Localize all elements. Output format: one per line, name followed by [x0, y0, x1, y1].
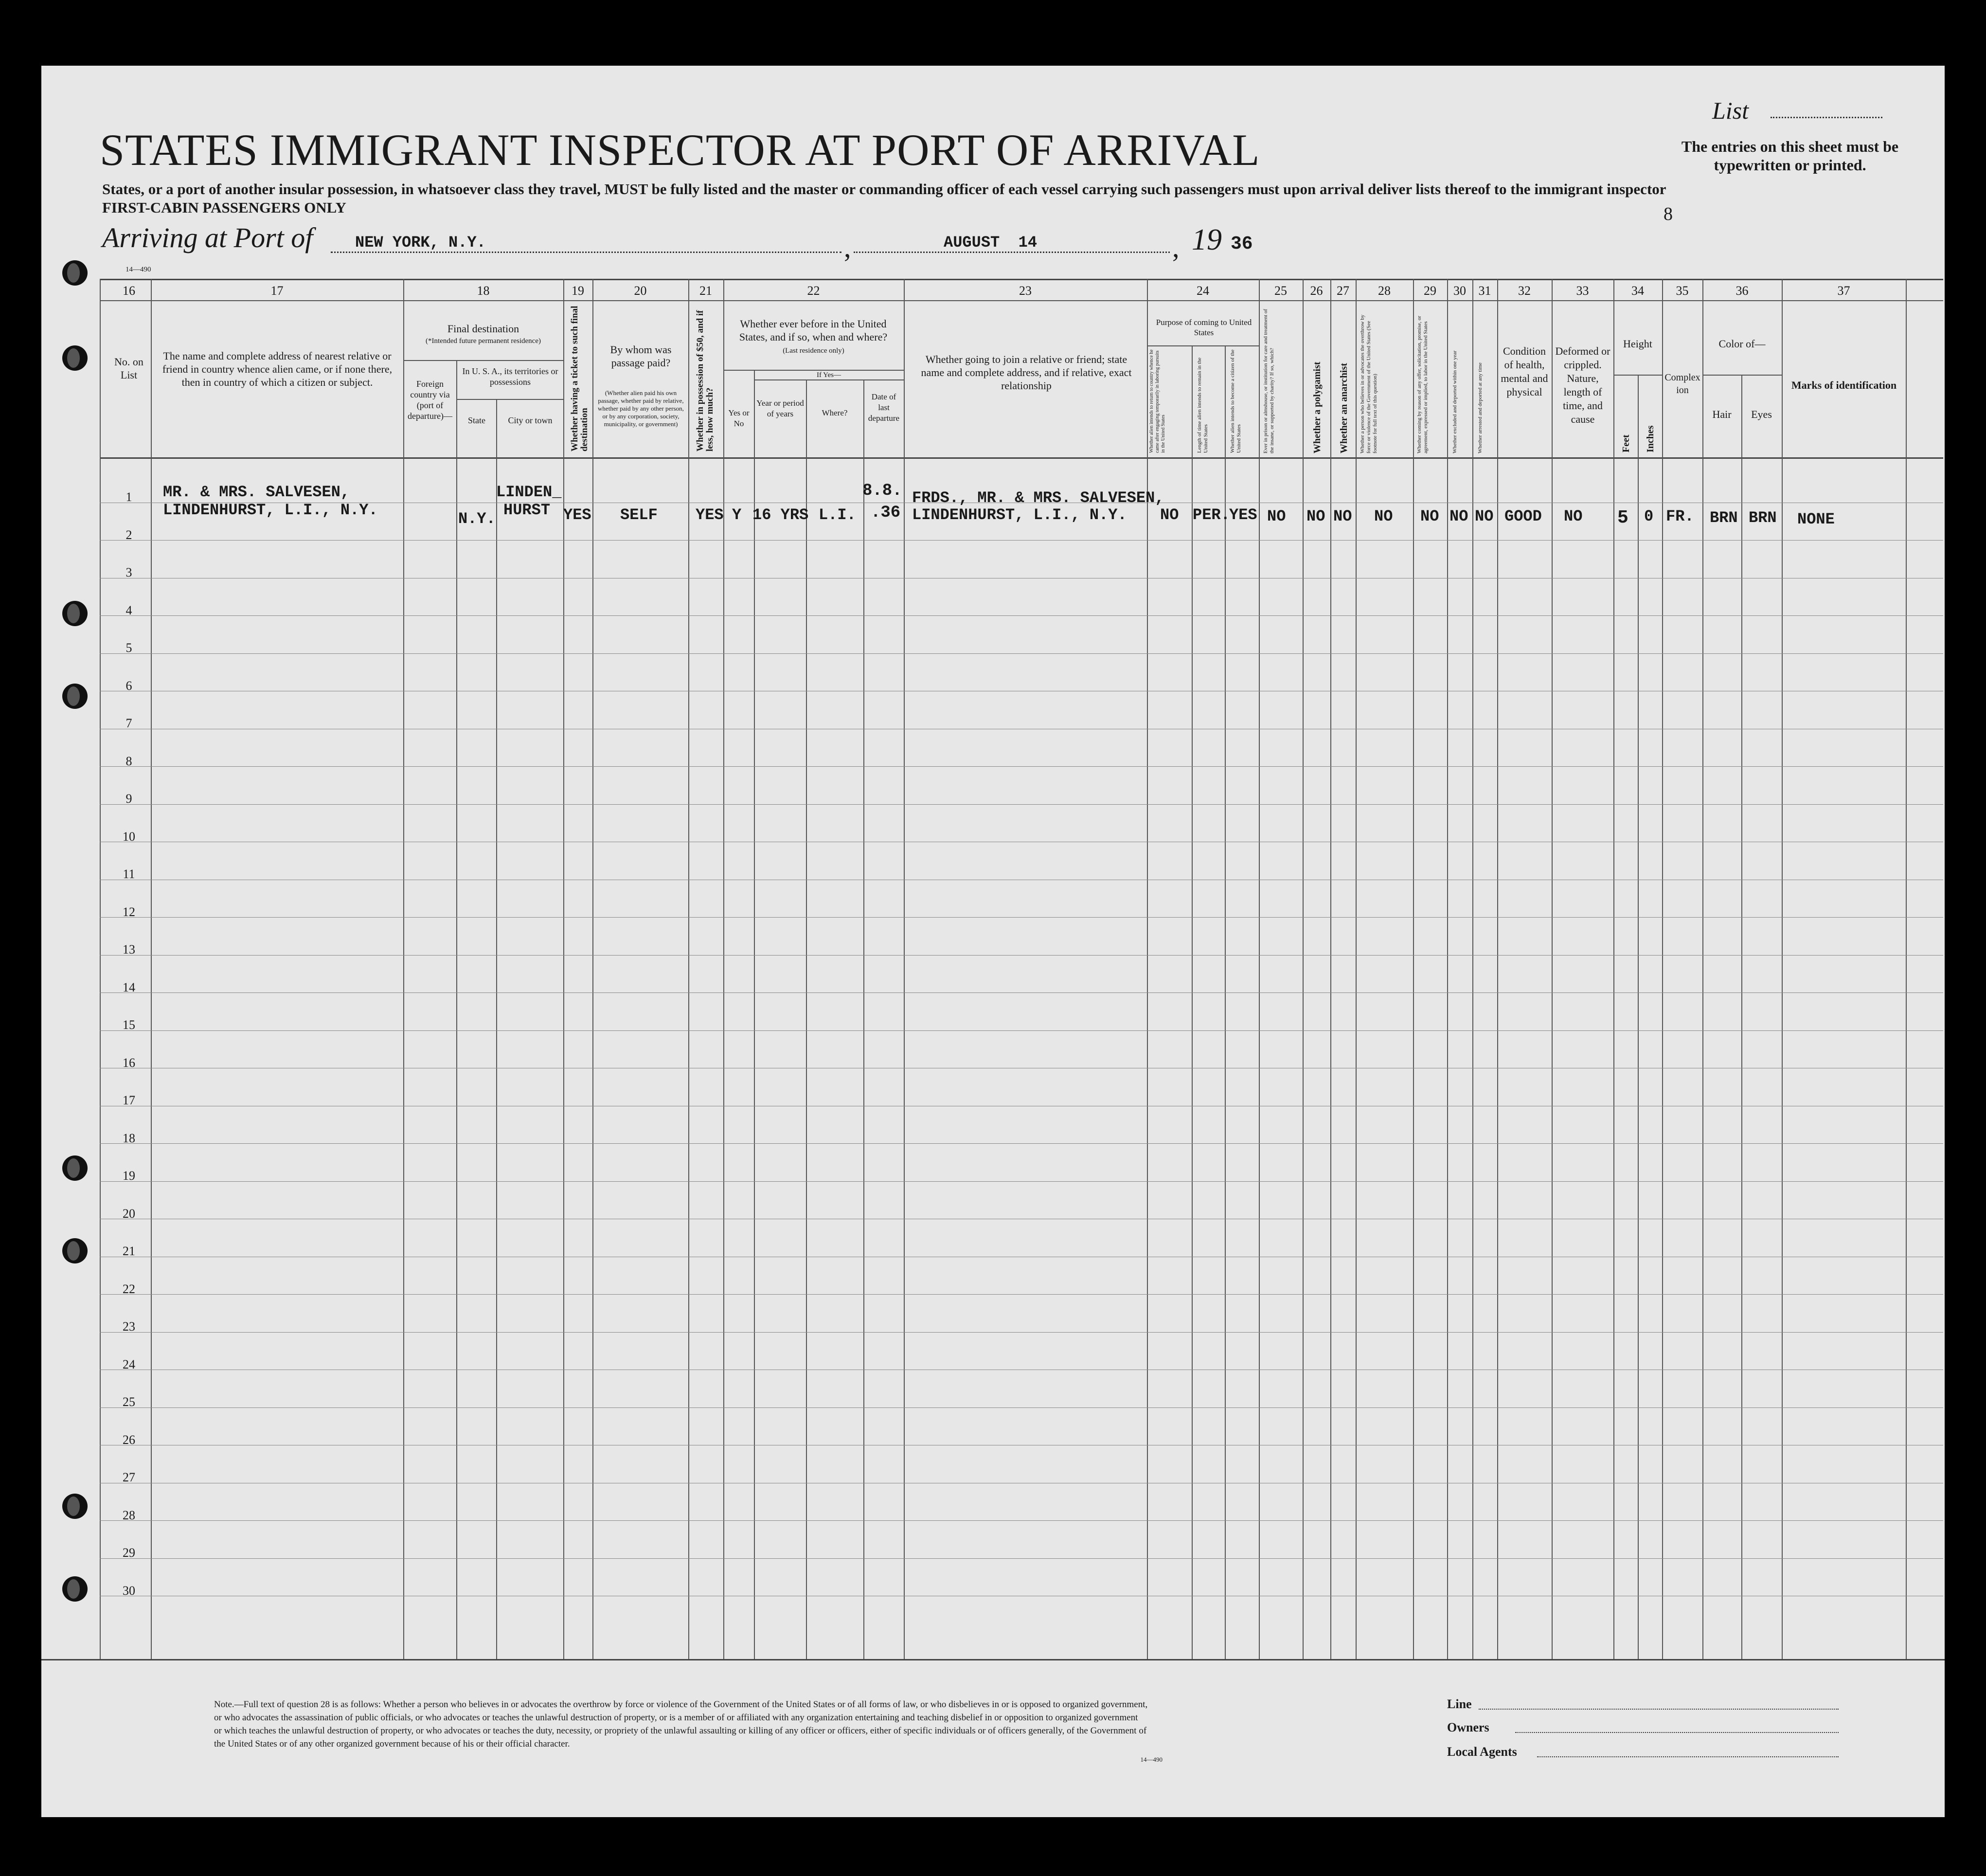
col-divider	[1662, 279, 1663, 1659]
header-relative-abroad: The name and complete address of nearest relative or friend in country whence alien came, or if none there, then in country of which a citizen or subject.	[162, 350, 393, 388]
row-rule	[100, 1181, 1943, 1182]
header-going-to-join: Whether going to join a relative or friend; state name and complete address, and if relative, exact relationship	[921, 353, 1132, 392]
col-divider	[1259, 279, 1260, 1659]
row-rule	[100, 992, 1943, 993]
row-rule	[100, 1558, 1943, 1559]
footnote-text: Note.—Full text of question 28 is as follows: Whether a person who believes in or advocates the overthrow by force or violence of the Government of the United States or of all forms of law, or who disbelieves in or is opposed to organized government, or who advocates the assassination of public officials, or who advocates or teaches the unlawful destruction of property, or is a member of or affiliated with any organization entertaining and teaching disbelief in or opposition to organized government or which teaches the unlawful destruction of property, or who advocates or teaches the duty, necessity, or propriety of the unlawful assaulting or killing of any officer or officers, either of specific individuals or of officers generally, of the Government of the United States or of any other organized government because of his or their official character.	[214, 1699, 1148, 1749]
col-divider	[1330, 279, 1331, 1659]
col-divider	[1225, 345, 1226, 1659]
col-divider	[1413, 279, 1414, 1659]
column-number-rule	[100, 300, 1943, 301]
entry-hair: BRN	[1710, 509, 1738, 527]
header-marks: Marks of identification	[1791, 379, 1897, 391]
header-condition: Condition of health, mental and physical	[1501, 345, 1548, 398]
column-number: 23	[1019, 284, 1032, 298]
row-number: 23	[123, 1319, 135, 1334]
header-by-whom-sub: (Whether alien paid his own passage, whether paid by relative, whether paid by any other person, or by any corporation, society, municipality, or government)	[598, 389, 684, 428]
column-number: 17	[270, 284, 284, 298]
punch-hole	[62, 1155, 88, 1181]
typewritten-note: The entries on this sheet must be typewritten or printed.	[1681, 138, 1899, 174]
table-bottom-rule	[41, 1659, 1945, 1660]
entry-city-line-1: LINDEN_	[496, 483, 562, 501]
notice-line-2: FIRST-CABIN PASSENGERS ONLY	[102, 199, 346, 216]
row-number: 10	[123, 830, 135, 844]
entry-relative-line-1: MR. & MRS. SALVESEN,	[163, 483, 350, 501]
line-label: Line	[1447, 1697, 1472, 1711]
row-number: 14	[123, 980, 135, 994]
punch-hole	[62, 345, 88, 371]
row-number: 7	[125, 716, 132, 730]
row-rule	[100, 615, 1943, 616]
agents-label: Local Agents	[1447, 1745, 1517, 1759]
header-final-destination: Final destination	[447, 323, 519, 335]
date-line	[854, 252, 1170, 253]
header-q30: Whether excluded and deported within one year	[1452, 350, 1458, 453]
entry-q28: NO	[1374, 507, 1393, 525]
header-state: State	[468, 415, 485, 425]
row-rule	[100, 1030, 1943, 1031]
header-ticket: Whether having a ticket to such final destination	[570, 306, 590, 451]
row-rule	[100, 917, 1943, 918]
col-divider	[563, 279, 564, 1659]
row-rule	[100, 766, 1943, 767]
entry-q30: NO	[1449, 507, 1468, 525]
column-number: 30	[1453, 284, 1466, 298]
column-number: 27	[1337, 284, 1349, 298]
row-number: 4	[125, 603, 132, 617]
punch-hole	[62, 260, 88, 286]
list-label: List	[1712, 97, 1749, 124]
header-purpose-a: Whether alien intends to return to country whence he came after engaging temporarily in laboring pursuits in the United States	[1149, 349, 1166, 453]
header-polygamist: Whether a polygamist	[1312, 361, 1323, 453]
header-year-period: Year or period of years	[756, 398, 804, 418]
column-number: 18	[477, 284, 490, 298]
entry-paid-by: SELF	[620, 506, 658, 524]
header-height: Height	[1623, 338, 1652, 350]
line-field	[1479, 1709, 1839, 1710]
row-number: 25	[123, 1395, 135, 1409]
entry-citizen: YES	[1229, 506, 1257, 524]
row-number: 28	[123, 1508, 135, 1522]
row-number: 29	[123, 1546, 135, 1560]
sub-rule	[403, 360, 563, 361]
row-number: 12	[123, 905, 135, 919]
row-number: 1	[125, 490, 132, 504]
column-number: 28	[1378, 284, 1391, 298]
form-number: 14—490	[125, 266, 151, 273]
header-where: Where?	[822, 408, 848, 417]
col-divider	[592, 279, 593, 1659]
row-number: 20	[123, 1207, 135, 1221]
row-number: 9	[125, 792, 132, 806]
col-divider	[1702, 279, 1703, 1659]
header-purpose-b: Length of time alien intends to remain in the United States	[1197, 357, 1209, 453]
manifest-sheet	[41, 66, 1945, 1817]
punch-hole	[62, 684, 88, 709]
date-value: AUGUST 14	[944, 234, 1038, 252]
sub-rule	[1702, 375, 1782, 376]
notice-text	[102, 180, 1666, 217]
header-date-departure: Date of last departure	[868, 392, 900, 423]
punch-hole	[62, 601, 88, 626]
row-number: 13	[123, 942, 135, 956]
column-number: 26	[1310, 284, 1323, 298]
col-divider	[151, 279, 152, 1659]
row-number: 5	[125, 641, 132, 655]
row-number: 3	[125, 565, 132, 579]
row-number: 6	[125, 679, 132, 693]
header-by-whom: By whom was passage paid?	[610, 343, 672, 369]
row-rule	[100, 1143, 1943, 1144]
header-no-on-list: No. on List	[114, 356, 143, 381]
header-q29: Whether coming by reason of any offer, solicitation, promise, or agreement, expressed or implied, to labor in the United States	[1416, 316, 1429, 453]
sub-rule	[1613, 375, 1662, 376]
column-number: 22	[807, 284, 820, 298]
sub-rule	[754, 379, 904, 380]
entry-departure-line-2: .36	[871, 504, 901, 522]
header-in-usa: In U. S. A., its territories or possessions	[462, 366, 558, 387]
entry-state: N.Y.	[458, 510, 496, 528]
footnote	[214, 1698, 1163, 1763]
table-top-rule	[100, 279, 1943, 280]
column-number: 16	[123, 284, 135, 298]
footnote-form-code: 14—490	[1140, 1756, 1163, 1763]
header-city: City or town	[508, 415, 553, 425]
entry-city-line-2: HURST	[503, 501, 551, 519]
row-rule	[100, 1407, 1943, 1408]
column-number: 33	[1576, 284, 1589, 298]
column-number: 31	[1478, 284, 1491, 298]
notice-line-1: States, or a port of another insular possession, in whatsoever class they travel, MUST be fully listed and the master or commanding officer of each vessel carrying such passengers must upon arrival deliver lists thereof to the immigrant inspector	[102, 180, 1666, 198]
entry-complexion: FR.	[1666, 507, 1694, 525]
entry-q29: NO	[1420, 507, 1439, 525]
entry-inches: 0	[1644, 507, 1654, 525]
year-prefix: 19	[1192, 223, 1222, 256]
header-inches: Inches	[1645, 425, 1656, 452]
col-divider	[1497, 279, 1498, 1659]
header-color-of: Color of—	[1718, 338, 1766, 350]
punch-hole	[62, 1494, 88, 1519]
header-prison: Ever in prison or almshouse, or institution for care and treatment of the insane, or supported by charity? If so, which?	[1263, 309, 1275, 453]
row-rule	[100, 1332, 1943, 1333]
row-number: 11	[123, 867, 135, 881]
row-number: 2	[125, 528, 132, 542]
port-value: NEW YORK, N.Y.	[355, 234, 486, 252]
header-anarchist: Whether an anarchist	[1339, 363, 1349, 453]
header-possession-50: Whether in possession of $50, and if less, how much?	[695, 310, 715, 451]
col-divider	[863, 379, 864, 1659]
sub-rule	[456, 399, 563, 400]
column-number: 20	[634, 284, 647, 298]
col-divider	[1303, 279, 1304, 1659]
column-number: 29	[1424, 284, 1436, 298]
header-if-yes: If Yes—	[816, 371, 841, 379]
col-divider	[403, 279, 404, 1659]
header-deformed: Deformed or crippled. Nature, length of time, and cause	[1555, 345, 1610, 425]
row-number: 21	[123, 1244, 135, 1258]
entry-where: L.I.	[819, 506, 856, 524]
column-number: 21	[699, 284, 712, 298]
row-rule	[100, 1294, 1943, 1295]
header-purpose: Purpose of coming to United States	[1156, 318, 1252, 337]
column-number: 19	[572, 284, 584, 298]
sub-rule	[1147, 345, 1259, 346]
column-number: 32	[1518, 284, 1531, 298]
entry-deformed: NO	[1564, 507, 1583, 525]
owners-label: Owners	[1447, 1720, 1489, 1734]
page-mark: 8	[1664, 204, 1673, 224]
entry-departure-line-1: 8.8.	[862, 482, 902, 500]
col-divider	[1192, 345, 1193, 1659]
row-number: 16	[123, 1056, 135, 1070]
col-divider	[496, 399, 497, 1659]
header-final-destination-sub: (*Intended future permanent residence)	[426, 337, 541, 345]
col-divider	[1356, 279, 1357, 1659]
row-number: 8	[125, 754, 132, 768]
page-title: STATES IMMIGRANT INSPECTOR AT PORT OF ARRIVAL	[100, 125, 1260, 175]
header-q31: Whether arrested and deported at any time	[1477, 362, 1483, 453]
col-divider	[904, 279, 905, 1659]
entry-q31: NO	[1475, 507, 1494, 525]
row-number: 30	[123, 1584, 135, 1598]
entry-return-temp: NO	[1160, 506, 1179, 524]
col-divider	[1447, 279, 1448, 1659]
row-number: 27	[123, 1470, 135, 1484]
header-yes-or-no: Yes or No	[728, 408, 750, 428]
row-number: 24	[123, 1357, 135, 1371]
entry-anarchist: NO	[1333, 507, 1352, 525]
agents-field	[1537, 1756, 1839, 1757]
header-feet: Feet	[1621, 434, 1631, 452]
col-divider	[723, 279, 724, 1659]
entry-ticket: YES	[563, 506, 591, 524]
entry-length-stay: PER.	[1193, 506, 1230, 524]
header-q28: Whether a person who believes in or advocates the overthrow by force or violence of the Government of the United States (See footnote for full text of this question)	[1360, 314, 1378, 453]
header-foreign-country: Foreign country via (port of departure)—	[408, 379, 452, 421]
comma: ,	[844, 232, 851, 263]
col-divider	[688, 279, 689, 1659]
entry-join-line-1: FRDS., MR. & MRS. SALVESEN,	[912, 489, 1164, 507]
entry-relative-line-2: LINDENHURST, L.I., N.Y.	[163, 501, 378, 519]
col-divider	[1552, 279, 1553, 1659]
col-divider	[456, 360, 457, 1659]
col-divider	[1472, 279, 1473, 1659]
row-number: 19	[123, 1169, 135, 1183]
punch-hole	[62, 1238, 88, 1263]
column-number: 25	[1274, 284, 1287, 298]
header-ever-before: Whether ever before in the United States, and if so, when and where?	[739, 318, 888, 343]
column-number: 35	[1676, 284, 1689, 298]
list-number-line	[1771, 117, 1882, 118]
column-number: 24	[1197, 284, 1209, 298]
row-rule	[100, 1520, 1943, 1521]
row-rule	[100, 540, 1943, 541]
punch-hole	[62, 1576, 88, 1602]
entry-has-50: YES	[696, 506, 724, 524]
header-purpose-c: Whether alien intends to become a citizen of the United States	[1230, 349, 1242, 453]
entry-join-line-2: LINDENHURST, L.I., N.Y.	[912, 506, 1127, 524]
col-divider	[1613, 279, 1614, 1659]
column-number: 37	[1837, 284, 1850, 298]
comma: ,	[1172, 232, 1180, 263]
col-divider	[1906, 279, 1907, 1659]
col-divider	[754, 370, 755, 1659]
row-rule	[100, 955, 1943, 956]
row-number: 26	[123, 1433, 135, 1447]
entry-health: GOOD	[1504, 507, 1542, 525]
row-rule	[100, 653, 1943, 654]
row-number: 15	[123, 1018, 135, 1032]
row-number: 17	[123, 1093, 135, 1107]
entry-ever-before: Y	[732, 506, 742, 524]
entry-prison: NO	[1267, 507, 1286, 525]
owners-field	[1515, 1732, 1839, 1733]
entry-eyes: BRN	[1749, 509, 1777, 527]
entry-feet: 5	[1617, 507, 1628, 528]
table-left-rule	[100, 279, 101, 1659]
row-number: 22	[123, 1282, 135, 1296]
entry-polygamist: NO	[1306, 507, 1325, 525]
entry-years: 16 YRS	[752, 506, 809, 524]
col-divider	[1638, 375, 1639, 1659]
header-bottom-rule	[100, 457, 1943, 459]
col-divider	[806, 379, 807, 1659]
col-divider	[1741, 375, 1742, 1659]
col-divider	[1147, 279, 1148, 1659]
header-complexion: Complexion	[1664, 372, 1700, 396]
col-divider	[1782, 279, 1783, 1659]
column-number: 36	[1736, 284, 1749, 298]
port-line	[331, 252, 841, 253]
entry-marks: NONE	[1797, 510, 1835, 528]
year-suffix: 36	[1231, 234, 1253, 254]
column-number: 34	[1631, 284, 1644, 298]
header-eyes: Eyes	[1751, 408, 1772, 420]
header-last-residence: (Last residence only)	[783, 347, 844, 355]
arriving-label: Arriving at Port of	[102, 222, 313, 253]
header-hair: Hair	[1712, 408, 1732, 420]
row-rule	[100, 804, 1943, 805]
row-number: 18	[123, 1131, 135, 1145]
